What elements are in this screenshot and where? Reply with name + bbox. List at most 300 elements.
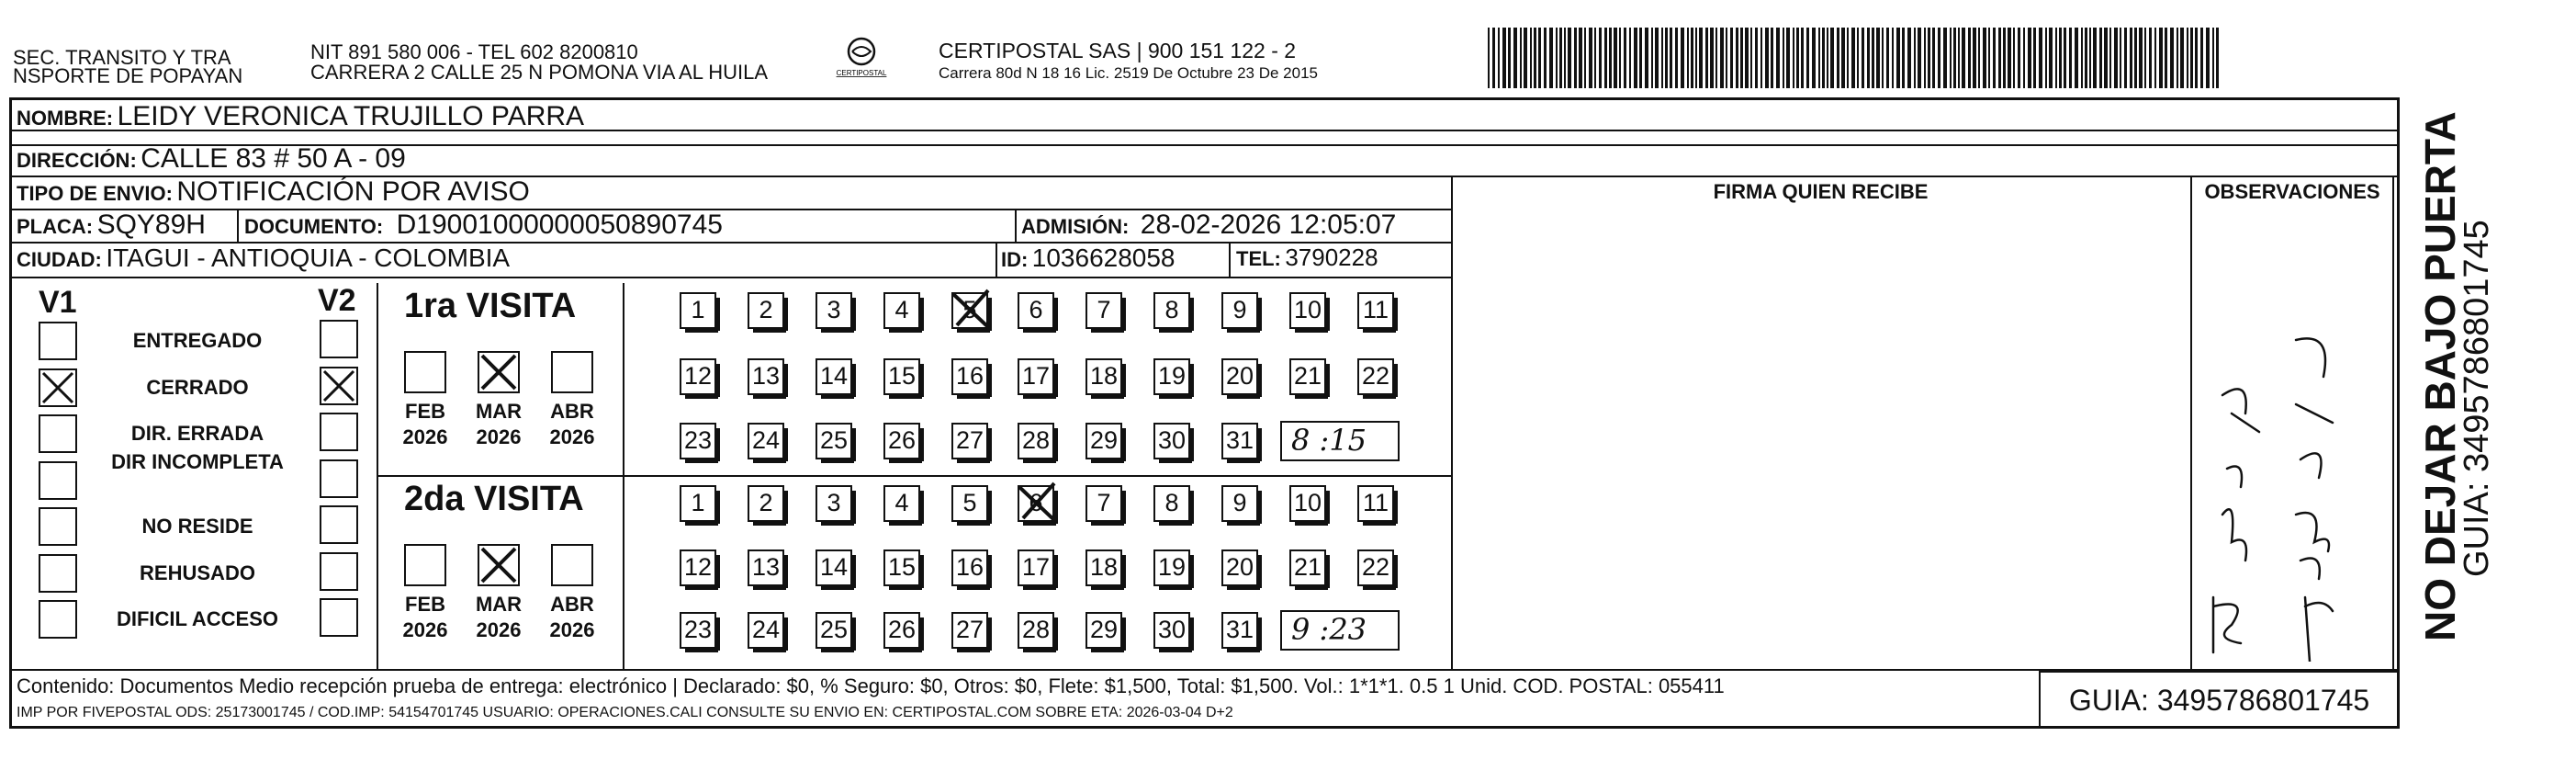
month-label xyxy=(393,592,457,643)
day-box[interactable]: 17 xyxy=(1018,549,1054,586)
barcode-bar xyxy=(1710,28,1714,88)
day-box[interactable]: 15 xyxy=(883,358,920,395)
barcode-bar xyxy=(1530,28,1532,88)
day-box[interactable]: 8 xyxy=(1153,485,1190,522)
day-box[interactable]: 23 xyxy=(680,423,716,459)
barcode-bar xyxy=(2003,28,2006,88)
id-value: 1036628058 xyxy=(1031,244,1176,272)
barcode-bar xyxy=(1978,28,1980,88)
tel-field xyxy=(1236,244,1378,272)
barcode-bar xyxy=(1730,28,1733,88)
barcode-bar xyxy=(1988,28,1990,88)
day-box[interactable]: 9 xyxy=(1221,485,1258,522)
documento-label: DOCUMENTO: xyxy=(244,215,384,238)
barcode-bar xyxy=(1783,28,1784,88)
v2-checkbox[interactable] xyxy=(320,552,358,591)
day-box[interactable]: 19 xyxy=(1153,549,1190,586)
barcode-bar xyxy=(2200,28,2203,88)
barcode-bar xyxy=(1830,28,1834,88)
day-box[interactable]: 12 xyxy=(680,358,716,395)
day-box[interactable]: 4 xyxy=(883,485,920,522)
barcode-bar xyxy=(2089,28,2091,88)
barcode-bar xyxy=(1958,28,1960,88)
barcode-bar xyxy=(2033,28,2036,88)
barcode-bar xyxy=(1520,28,1522,88)
barcode-bar xyxy=(2139,28,2143,88)
barcode-bar xyxy=(2093,28,2097,88)
barcode-bar xyxy=(1665,28,1668,88)
day-box[interactable]: 3 xyxy=(816,292,852,329)
day-box[interactable]: 18 xyxy=(1086,549,1122,586)
barcode xyxy=(1488,28,2222,88)
barcode-bar xyxy=(2187,28,2188,88)
barcode-bar xyxy=(1993,28,1996,88)
barcode-bar xyxy=(1750,28,1752,88)
day-box[interactable]: 28 xyxy=(1018,423,1054,459)
status-label: DIR. ERRADA xyxy=(130,422,264,445)
direccion-label: DIRECCIÓN: xyxy=(17,149,137,172)
tipo-envio-value: NOTIFICACIÓN POR AVISO xyxy=(176,176,530,207)
barcode-bar xyxy=(2114,28,2118,88)
barcode-bar xyxy=(1851,28,1855,88)
barcode-bar xyxy=(1624,28,1626,88)
visit-title: 2da VISITA xyxy=(404,480,584,518)
status-label: NO RESIDE xyxy=(141,515,253,538)
month-name: MAR xyxy=(475,593,523,616)
barcode-bar xyxy=(1556,28,1558,88)
barcode-bar xyxy=(1882,28,1884,88)
day-box[interactable]: 27 xyxy=(951,612,988,649)
month-year: 2026 xyxy=(549,618,595,641)
barcode-bar xyxy=(1793,28,1794,88)
barcode-bar xyxy=(1822,28,1825,88)
barcode-bar xyxy=(1896,28,1900,88)
direccion-field xyxy=(17,143,406,175)
barcode-bar xyxy=(1544,28,1547,88)
barcode-bar xyxy=(1629,28,1631,88)
day-box[interactable]: 18 xyxy=(1086,358,1122,395)
v1-checkbox[interactable] xyxy=(39,600,77,639)
barcode-bar xyxy=(1705,28,1708,88)
month-checkbox[interactable] xyxy=(551,351,593,393)
barcode-bar xyxy=(1726,28,1727,88)
barcode-bar xyxy=(1645,28,1648,88)
barcode-bar xyxy=(2130,28,2132,88)
day-box[interactable]: 7 xyxy=(1086,292,1122,329)
v1-checkbox[interactable] xyxy=(39,461,77,500)
status-label: ENTREGADO xyxy=(132,329,263,352)
barcode-bar xyxy=(1568,28,1571,88)
month-checkbox[interactable] xyxy=(478,351,520,393)
barcode-bar xyxy=(1488,28,1490,88)
day-box[interactable]: 29 xyxy=(1086,612,1122,649)
day-box[interactable]: 26 xyxy=(883,423,920,459)
day-box[interactable]: 22 xyxy=(1357,358,1394,395)
side-guia: GUIA: 3495786801745 xyxy=(2458,220,2496,577)
day-box[interactable]: 8 xyxy=(1153,292,1190,329)
barcode-bar xyxy=(1675,28,1678,88)
tel-value: 3790228 xyxy=(1285,244,1378,271)
barcode-bar xyxy=(1953,28,1956,88)
handwritten-signature xyxy=(2195,303,2388,662)
barcode-bar xyxy=(2039,28,2042,88)
day-box[interactable]: 22 xyxy=(1357,549,1394,586)
barcode-bar xyxy=(1867,28,1870,88)
month-checkbox[interactable] xyxy=(404,544,446,586)
day-box[interactable]: 9 xyxy=(1221,292,1258,329)
day-box[interactable]: 16 xyxy=(951,549,988,586)
barcode-bar xyxy=(1538,28,1541,88)
day-box[interactable]: 30 xyxy=(1153,423,1190,459)
barcode-bar xyxy=(1973,28,1976,88)
month-checkbox[interactable] xyxy=(551,544,593,586)
month-year: 2026 xyxy=(476,425,522,448)
barcode-bar xyxy=(2023,28,2025,88)
footer-print-line: IMP POR FIVEPOSTAL ODS: 25173001745 / COD.IMP: 54154701745 USUARIO: OPERACIONES.CALI CONSULTE SU ENVIO EN: CERTIPOSTAL.COM SOBRE ETA: 2026-03-04 D+2 xyxy=(17,705,1233,720)
barcode-bar xyxy=(1837,28,1839,88)
barcode-bar xyxy=(2008,28,2011,88)
day-box[interactable]: 25 xyxy=(816,612,852,649)
barcode-bar xyxy=(1932,28,1935,88)
day-box[interactable]: 3 xyxy=(816,485,852,522)
barcode-bar xyxy=(1760,28,1762,88)
barcode-bar xyxy=(1892,28,1894,88)
day-box[interactable]: 15 xyxy=(883,549,920,586)
barcode-bar xyxy=(1755,28,1758,88)
barcode-bar xyxy=(2018,28,2020,88)
barcode-bar xyxy=(1524,28,1527,88)
month-label xyxy=(467,592,531,643)
day-box[interactable]: 7 xyxy=(1086,485,1122,522)
v2-checkbox[interactable] xyxy=(320,598,358,637)
barcode-bar xyxy=(2170,28,2174,88)
month-name: ABR xyxy=(550,400,594,423)
barcode-bar xyxy=(1584,28,1586,88)
v2-checkbox[interactable] xyxy=(320,320,358,358)
barcode-bar xyxy=(1998,28,2001,88)
barcode-bar xyxy=(2190,28,2193,88)
barcode-bar xyxy=(1886,28,1889,88)
barcode-bar xyxy=(2075,28,2078,88)
barcode-bar xyxy=(1796,28,1799,88)
handwritten-time: 8 :15 xyxy=(1280,421,1400,461)
day-x-mark xyxy=(1018,481,1058,522)
barcode-bar xyxy=(2144,28,2146,88)
barcode-bar xyxy=(1902,28,1905,88)
barcode-bar xyxy=(2195,28,2198,88)
ciudad-label: CIUDAD: xyxy=(17,248,102,271)
day-box[interactable]: 24 xyxy=(748,423,784,459)
barcode-bar xyxy=(1806,28,1809,88)
barcode-bar xyxy=(2059,28,2062,88)
day-box[interactable]: 21 xyxy=(1289,358,1326,395)
barcode-bar xyxy=(1801,28,1804,88)
day-box[interactable]: 19 xyxy=(1153,358,1190,395)
day-box[interactable]: 6 xyxy=(1018,292,1054,329)
barcode-bar xyxy=(1639,28,1642,88)
placa-label: PLACA: xyxy=(17,215,94,238)
barcode-bar xyxy=(1968,28,1971,88)
barcode-bar xyxy=(1574,28,1577,88)
barcode-bar xyxy=(2212,28,2214,88)
barcode-bar xyxy=(1745,28,1749,88)
day-box[interactable]: 31 xyxy=(1221,423,1258,459)
day-box[interactable]: 4 xyxy=(883,292,920,329)
sender-address: CARRERA 2 CALLE 25 N POMONA VIA AL HUILA xyxy=(310,61,769,84)
firma-header: FIRMA QUIEN RECIBE xyxy=(1713,180,1929,203)
month-year: 2026 xyxy=(402,425,448,448)
nombre-field xyxy=(17,101,584,132)
day-box[interactable]: 6 xyxy=(1018,485,1054,522)
barcode-bar xyxy=(1950,28,1952,88)
month-name: FEB xyxy=(405,593,445,616)
month-year: 2026 xyxy=(402,618,448,641)
observaciones-header: OBSERVACIONES xyxy=(2204,180,2380,203)
day-box[interactable]: 30 xyxy=(1153,612,1190,649)
barcode-bar xyxy=(1776,28,1780,88)
barcode-bar xyxy=(2206,28,2210,88)
barcode-bar xyxy=(1508,28,1511,88)
barcode-bar xyxy=(1492,28,1495,88)
barcode-bar xyxy=(1812,28,1816,88)
barcode-bar xyxy=(1670,28,1672,88)
nombre-label: NOMBRE: xyxy=(17,107,114,130)
barcode-bar xyxy=(2085,28,2087,88)
barcode-bar xyxy=(1502,28,1506,88)
day-box[interactable]: 14 xyxy=(816,549,852,586)
barcode-bar xyxy=(1914,28,1916,88)
day-box[interactable]: 10 xyxy=(1289,485,1326,522)
month-label xyxy=(540,592,604,643)
v1-checkbox[interactable] xyxy=(39,414,77,453)
month-name: MAR xyxy=(475,400,523,423)
ciudad-value: ITAGUI - ANTIOQUIA - COLOMBIA xyxy=(106,244,511,272)
barcode-bar xyxy=(1765,28,1769,88)
barcode-bar xyxy=(2154,28,2156,88)
day-box[interactable]: 11 xyxy=(1357,485,1394,522)
v2-checkbox[interactable] xyxy=(320,413,358,451)
v1-checkbox[interactable] xyxy=(39,322,77,360)
barcode-bar xyxy=(2064,28,2066,88)
day-box[interactable]: 26 xyxy=(883,612,920,649)
v2-checkbox[interactable] xyxy=(320,505,358,544)
month-name: ABR xyxy=(550,593,594,616)
barcode-bar xyxy=(1928,28,1930,88)
day-box[interactable]: 21 xyxy=(1289,549,1326,586)
status-label: DIR INCOMPLETA xyxy=(111,449,284,473)
day-box[interactable]: 23 xyxy=(680,612,716,649)
day-box[interactable]: 17 xyxy=(1018,358,1054,395)
barcode-bar xyxy=(1983,28,1986,88)
barcode-bar xyxy=(1559,28,1562,88)
day-box[interactable]: 27 xyxy=(951,423,988,459)
barcode-bar xyxy=(1634,28,1637,88)
check-x-mark xyxy=(479,353,518,391)
day-box[interactable]: 24 xyxy=(748,612,784,649)
barcode-bar xyxy=(2180,28,2184,88)
day-box[interactable]: 2 xyxy=(748,292,784,329)
nombre-value: LEIDY VERONICA TRUJILLO PARRA xyxy=(117,101,585,131)
documento-field xyxy=(244,210,723,241)
barcode-bar xyxy=(1962,28,1965,88)
v1-checkbox[interactable] xyxy=(39,368,77,407)
month-label xyxy=(393,399,457,450)
barcode-bar xyxy=(1918,28,1921,88)
barcode-bar xyxy=(1579,28,1582,88)
tel-label: TEL: xyxy=(1236,247,1281,270)
sender-name-line2: NSPORTE DE POPAYAN xyxy=(13,64,243,87)
barcode-bar xyxy=(1847,28,1849,88)
barcode-bar xyxy=(1534,28,1536,88)
v1-checkbox[interactable] xyxy=(39,554,77,593)
visit-title: 1ra VISITA xyxy=(404,287,577,325)
barcode-bar xyxy=(2028,28,2031,88)
barcode-bar xyxy=(1943,28,1947,88)
footer-guia: GUIA: 3495786801745 xyxy=(2068,684,2370,717)
admision-field xyxy=(1021,210,1396,241)
barcode-bar xyxy=(2109,28,2111,88)
sender-nit: NIT 891 580 006 - TEL 602 8200810 xyxy=(310,40,638,63)
month-label xyxy=(467,399,531,450)
v1-checkbox[interactable] xyxy=(39,507,77,546)
sender-name-line1: SEC. TRANSITO Y TRA xyxy=(13,46,231,69)
check-x-mark xyxy=(321,368,356,403)
month-checkbox[interactable] xyxy=(478,544,520,586)
placa-field xyxy=(17,210,206,241)
svg-text:CERTIPOSTAL: CERTIPOSTAL xyxy=(836,69,887,77)
barcode-bar xyxy=(1924,28,1926,88)
day-box[interactable]: 20 xyxy=(1221,549,1258,586)
status-label: DIFICIL ACCESO xyxy=(116,607,278,630)
barcode-bar xyxy=(1609,28,1612,88)
day-x-mark xyxy=(951,289,992,329)
barcode-bar xyxy=(1862,28,1864,88)
barcode-bar xyxy=(2104,28,2108,88)
id-label: ID: xyxy=(1001,248,1029,271)
check-x-mark xyxy=(479,546,518,584)
day-box[interactable]: 1 xyxy=(680,292,716,329)
admision-label: ADMISIÓN: xyxy=(1021,215,1130,238)
check-x-mark xyxy=(40,370,75,405)
barcode-bar xyxy=(1614,28,1617,88)
day-box[interactable]: 11 xyxy=(1357,292,1394,329)
v2-checkbox[interactable] xyxy=(320,459,358,498)
barcode-bar xyxy=(1740,28,1743,88)
barcode-bar xyxy=(1604,28,1607,88)
barcode-bar xyxy=(1771,28,1773,88)
v1-label: V1 xyxy=(39,285,77,320)
barcode-bar xyxy=(1876,28,1880,88)
barcode-bar xyxy=(1720,28,1724,88)
ciudad-field xyxy=(17,244,510,273)
barcode-bar xyxy=(1691,28,1693,88)
barcode-bar xyxy=(2177,28,2178,88)
barcode-bar xyxy=(2165,28,2167,88)
day-box[interactable]: 2 xyxy=(748,485,784,522)
v2-label: V2 xyxy=(318,283,356,318)
barcode-bar xyxy=(1549,28,1553,88)
side-panel xyxy=(2406,99,2553,651)
tipo-envio-label: TIPO DE ENVIO: xyxy=(17,182,173,205)
barcode-bar xyxy=(2124,28,2127,88)
day-box[interactable]: 25 xyxy=(816,423,852,459)
day-box[interactable]: 5 xyxy=(951,292,988,329)
handwritten-time: 9 :23 xyxy=(1280,610,1400,651)
barcode-bar xyxy=(1872,28,1874,88)
barcode-bar xyxy=(1513,28,1517,88)
carrier-address: Carrera 80d N 18 16 Lic. 2519 De Octubre 23 De 2015 xyxy=(939,64,1318,82)
id-field xyxy=(1001,244,1176,273)
direccion-value: CALLE 83 # 50 A - 09 xyxy=(141,143,406,174)
barcode-bar xyxy=(2049,28,2053,88)
barcode-bar xyxy=(1651,28,1653,88)
barcode-bar xyxy=(1564,28,1566,88)
barcode-bar xyxy=(2069,28,2072,88)
day-box[interactable]: 28 xyxy=(1018,612,1054,649)
barcode-bar xyxy=(2134,28,2137,88)
barcode-bar xyxy=(1736,28,1738,88)
admision-value: 28-02-2026 12:05:07 xyxy=(1140,210,1397,240)
barcode-bar xyxy=(1661,28,1663,88)
barcode-bar xyxy=(1589,28,1592,88)
barcode-bar xyxy=(1687,28,1689,88)
certipostal-logo xyxy=(834,35,889,79)
barcode-bar xyxy=(2045,28,2047,88)
day-box[interactable]: 20 xyxy=(1221,358,1258,395)
month-checkbox[interactable] xyxy=(404,351,446,393)
month-year: 2026 xyxy=(549,425,595,448)
day-box[interactable]: 16 xyxy=(951,358,988,395)
day-box[interactable]: 31 xyxy=(1221,612,1258,649)
barcode-bar xyxy=(1655,28,1659,88)
day-box[interactable]: 29 xyxy=(1086,423,1122,459)
day-box[interactable]: 14 xyxy=(816,358,852,395)
documento-value: D19001000000050890745 xyxy=(396,210,723,240)
status-label: CERRADO xyxy=(146,375,249,399)
day-box[interactable]: 10 xyxy=(1289,292,1326,329)
barcode-bar xyxy=(2099,28,2102,88)
barcode-bar xyxy=(2120,28,2121,88)
barcode-bar xyxy=(1619,28,1621,88)
barcode-bar xyxy=(1681,28,1684,88)
barcode-bar xyxy=(1695,28,1697,88)
status-label: REHUSADO xyxy=(140,561,255,584)
day-box[interactable]: 5 xyxy=(951,485,988,522)
barcode-bar xyxy=(2055,28,2057,88)
barcode-bar xyxy=(2159,28,2163,88)
month-name: FEB xyxy=(405,400,445,423)
day-box[interactable]: 12 xyxy=(680,549,716,586)
side-warning: NO DEJAR BAJO PUERTA xyxy=(2416,111,2464,641)
barcode-bar xyxy=(1599,28,1602,88)
barcode-bar xyxy=(1594,28,1596,88)
placa-value: SQY89H xyxy=(96,210,206,240)
barcode-bar xyxy=(1938,28,1940,88)
v2-checkbox[interactable] xyxy=(320,367,358,405)
month-label xyxy=(540,399,604,450)
day-box[interactable]: 13 xyxy=(748,549,784,586)
barcode-bar xyxy=(1818,28,1820,88)
day-box[interactable]: 13 xyxy=(748,358,784,395)
barcode-bar xyxy=(1786,28,1790,88)
barcode-bar xyxy=(1715,28,1717,88)
barcode-bar xyxy=(1841,28,1845,88)
day-box[interactable]: 1 xyxy=(680,485,716,522)
barcode-bar xyxy=(1827,28,1828,88)
barcode-bar xyxy=(2081,28,2083,88)
barcode-bar xyxy=(2216,28,2219,88)
barcode-bar xyxy=(2149,28,2152,88)
